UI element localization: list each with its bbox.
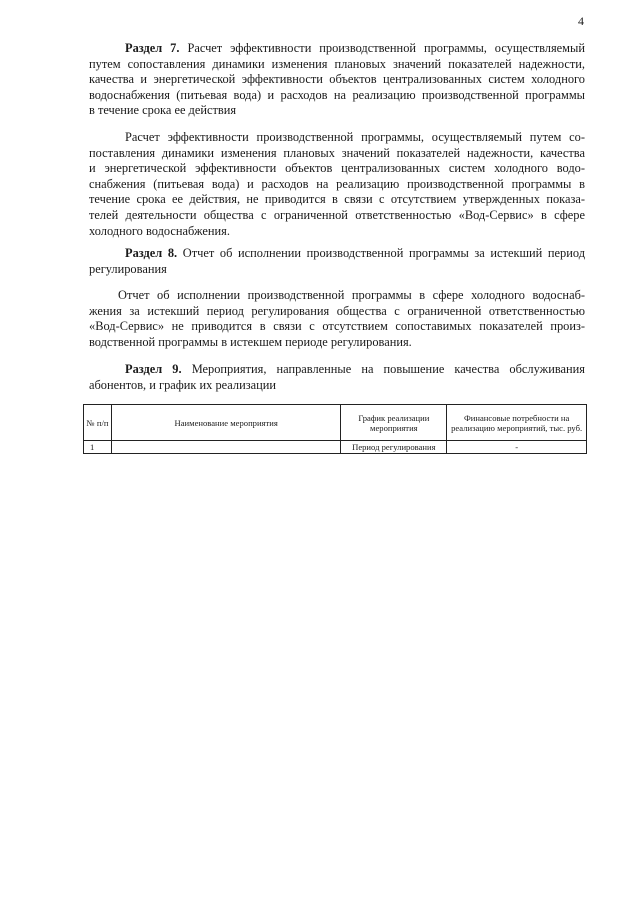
table-row xyxy=(84,441,587,454)
section-8-body-line: жения за истекший период регулирования общества с ограниченной ответственностью xyxy=(89,303,585,318)
header-schedule: График реализации мероприятия xyxy=(341,405,447,441)
section-8-heading-line: Раздел 8. Отчет об исполнении производственной программы за истекший период xyxy=(125,246,585,260)
header-measure-name: Наименование мероприятия xyxy=(111,405,340,441)
section-8-heading-line: регулирования xyxy=(89,261,167,276)
section-7-heading-line: путем сопоставления динамики изменения плановых значений показателей надежности, xyxy=(89,56,585,71)
section-9-heading-line: Раздел 9. Мероприятия, направленные на повышение качества обслуживания xyxy=(125,362,585,376)
section-9-heading xyxy=(89,362,585,393)
row-number: 1 xyxy=(84,441,112,454)
row-measure-name xyxy=(111,441,340,454)
header-number: № п/п xyxy=(84,405,112,441)
section-8-body-line: водственной программы в истекшем периоде регулирования. xyxy=(89,334,412,349)
section-7-heading-line: водоснабжения (питьевая вода) и расходов на реализацию производственной программы xyxy=(89,87,585,102)
header-financial-needs: Финансовые потребности на реализацию мероприятий, тыс. руб. xyxy=(447,405,587,441)
section-7-body-line: течение срока ее действия, не приводится в связи с отсутствием утвержденных показа- xyxy=(89,192,585,207)
section-7-body-line: поставления динамики изменения плановых значений показателей надежности, качества xyxy=(89,145,585,160)
section-7-body-line: телей деятельности общества с ограниченной ответственностью «Вод-Сервис» в сфере xyxy=(89,207,585,222)
section-8-label: Раздел 8. xyxy=(125,246,178,260)
section-7-heading-line: в течение срока ее действия xyxy=(89,103,237,118)
row-schedule: Период регулирования xyxy=(341,441,447,454)
section-8-body xyxy=(89,288,585,350)
section-8-body-line: Отчет об исполнении производственной программы в сфере холодного водоснаб- xyxy=(118,288,585,302)
page-number: 4 xyxy=(578,14,584,28)
section-7-heading-line: качества и энергетической эффективности объектов централизованных систем холодного xyxy=(89,72,585,87)
table-header-row xyxy=(84,405,587,441)
section-7-body-line: Расчет эффективности производственной программы, осуществляемый путем со- xyxy=(125,130,585,144)
section-8-body-line: «Вод-Сервис» не приводится в связи с отсутствием сопоставимых показателей произ- xyxy=(89,319,585,334)
section-7-body xyxy=(89,130,585,239)
section-7-body-line: холодного водоснабжения. xyxy=(89,223,230,238)
section-9-heading-line: абонентов, и график их реализации xyxy=(89,377,277,392)
section-7-body-line: снабжения (питьевая вода) и расходов на реализацию производственной программы в xyxy=(89,176,585,191)
section-9-label: Раздел 9. xyxy=(125,362,182,376)
section-7-body-line: и энергетической эффективности объектов централизованных систем холодного водо- xyxy=(89,161,585,176)
measures-table xyxy=(83,404,587,454)
section-8-heading xyxy=(89,246,585,277)
section-7-label: Раздел 7. xyxy=(125,41,180,55)
section-7-heading xyxy=(89,41,585,119)
section-7-heading-line: Раздел 7. Расчет эффективности производственной программы, осуществляемый xyxy=(125,41,585,55)
row-financial-needs: - xyxy=(447,441,587,454)
